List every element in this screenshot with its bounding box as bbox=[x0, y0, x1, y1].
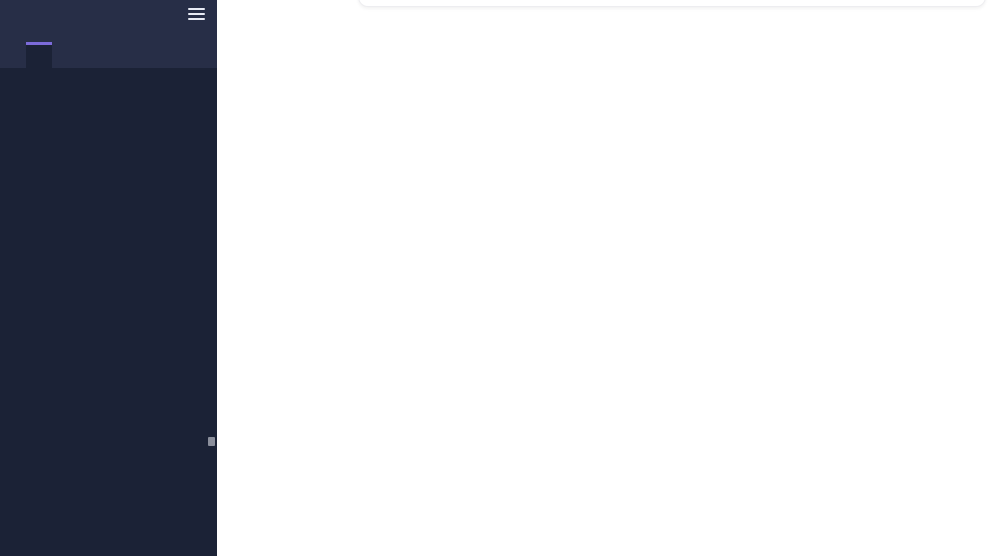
menu-icon[interactable] bbox=[188, 8, 205, 23]
sidebar-tabs bbox=[0, 42, 217, 68]
sidebar-scrollbar-thumb[interactable] bbox=[208, 437, 215, 446]
tab-modules[interactable] bbox=[26, 42, 52, 68]
version-selector[interactable] bbox=[8, 6, 207, 18]
main-content bbox=[217, 0, 1000, 556]
doc-content bbox=[360, 0, 952, 26]
sidebar-header bbox=[0, 0, 217, 42]
sidebar bbox=[0, 0, 217, 556]
tab-pages[interactable] bbox=[0, 42, 26, 68]
modules-nav bbox=[0, 68, 217, 75]
